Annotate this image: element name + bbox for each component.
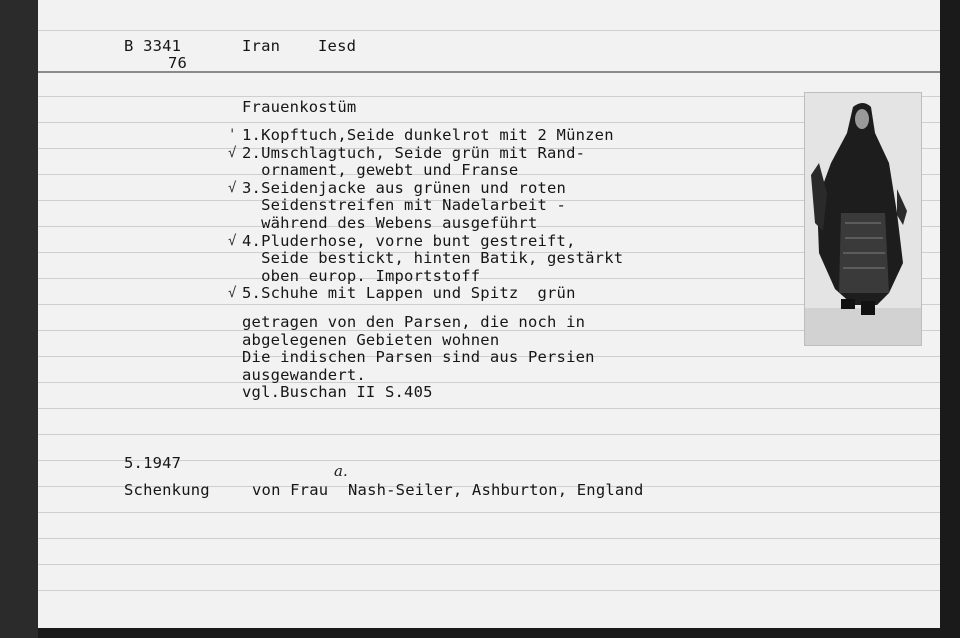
donor-name: Nash-Seiler, Ashburton, England: [348, 481, 644, 499]
note-line: Die indischen Parsen sind aus Persien: [242, 348, 595, 367]
costume-figure-illustration: [805, 93, 921, 345]
item-line: Seide bestickt, hinten Batik, gestärkt: [242, 249, 624, 268]
check-mark: √: [228, 144, 237, 161]
ruled-line: [38, 512, 940, 513]
donor-prefix: von Frau: [252, 481, 329, 499]
item-line: während des Webens ausgeführt: [242, 214, 538, 232]
catalog-number: B 3341: [124, 37, 182, 55]
item-line: 2.Umschlagtuch, Seide grün mit Rand-: [242, 143, 586, 162]
ruled-line: [38, 408, 940, 409]
sub-number: 76: [168, 54, 188, 72]
note-line: vgl.Buschan II S.405: [242, 383, 433, 402]
note-line: abgelegenen Gebieten wohnen: [242, 330, 500, 349]
check-mark: √: [228, 232, 237, 249]
item-line: 4.Pluderhose, vorne bunt gestreift,: [242, 231, 576, 250]
note-line: ausgewandert.: [242, 365, 366, 384]
catalog-card: [38, 0, 940, 628]
note-line: getragen von den Parsen, die noch in: [242, 313, 586, 331]
place: Iesd: [318, 37, 357, 55]
object-title: Frauenkostüm: [242, 98, 357, 116]
acquisition-date: 5.1947: [124, 454, 182, 472]
item-line: 3.Seidenjacke aus grünen und roten: [242, 178, 567, 197]
item-line: 5.Schuhe mit Lappen und Spitz grün: [242, 284, 576, 303]
item-line: ornament, gewebt und Franse: [242, 161, 519, 180]
check-mark: √: [228, 285, 237, 302]
country: Iran: [242, 37, 281, 55]
item-line: 1.Kopftuch,Seide dunkelrot mit 2 Münzen: [242, 126, 614, 144]
handwritten-annotation: a.: [334, 462, 348, 480]
acquisition-type: Schenkung: [124, 481, 210, 499]
ruled-line: [38, 434, 940, 435]
ruled-line: [38, 382, 940, 383]
scanner-background: [0, 0, 38, 638]
item-line: oben europ. Importstoff: [242, 266, 481, 285]
check-mark: √: [228, 179, 237, 196]
check-mark: ': [228, 127, 237, 143]
item-line: Seidenstreifen mit Nadelarbeit -: [242, 196, 567, 215]
ruled-line: [38, 538, 940, 539]
costume-photo: [804, 92, 922, 346]
ruled-line: [38, 30, 940, 31]
ruled-line: [38, 590, 940, 591]
ruled-line: [38, 564, 940, 565]
